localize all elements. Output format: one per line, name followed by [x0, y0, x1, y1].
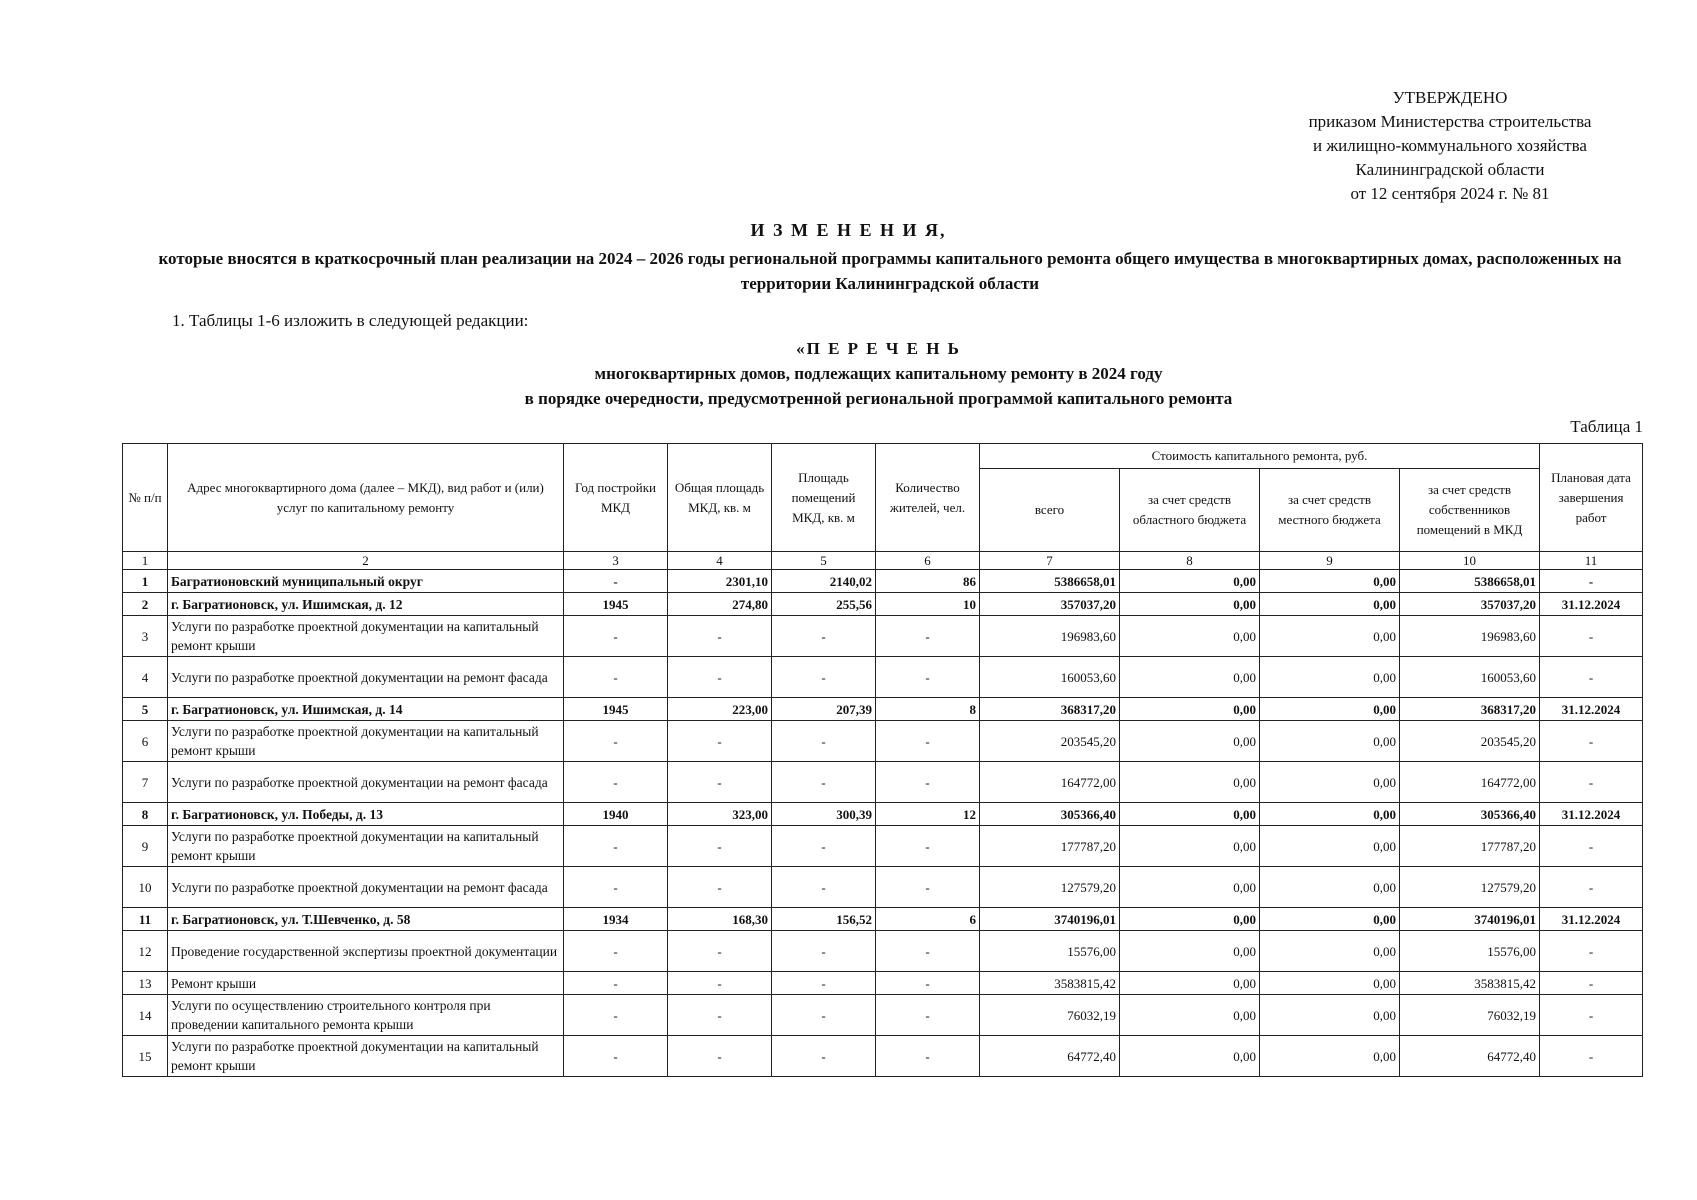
row-cost-regional: 0,00 [1120, 908, 1260, 931]
row-address: Услуги по разработке проектной документации на капитальный ремонт крыши [168, 826, 564, 867]
row-cost-owners: 76032,19 [1400, 995, 1540, 1036]
row-year: 1934 [564, 908, 668, 931]
row-cost-total: 357037,20 [980, 593, 1120, 616]
table-row [123, 762, 1643, 803]
row-premises-area: - [772, 972, 876, 995]
row-cost-local: 0,00 [1260, 721, 1400, 762]
row-address: Ремонт крыши [168, 972, 564, 995]
row-premises-area: - [772, 762, 876, 803]
repair-table [122, 443, 1643, 1077]
row-cost-local: 0,00 [1260, 931, 1400, 972]
row-cost-total: 64772,40 [980, 1036, 1120, 1077]
header-num: № п/п [123, 444, 168, 552]
row-number: 15 [123, 1036, 168, 1077]
row-planned-date: - [1540, 995, 1643, 1036]
header-cost-local: за счет средств местного бюджета [1260, 469, 1400, 552]
row-year: - [564, 762, 668, 803]
row-cost-total: 164772,00 [980, 762, 1120, 803]
row-year: - [564, 657, 668, 698]
row-residents: 6 [876, 908, 980, 931]
row-cost-owners: 3740196,01 [1400, 908, 1540, 931]
row-cost-total: 3740196,01 [980, 908, 1120, 931]
row-residents: 10 [876, 593, 980, 616]
row-cost-local: 0,00 [1260, 908, 1400, 931]
table-row [123, 972, 1643, 995]
row-cost-regional: 0,00 [1120, 867, 1260, 908]
row-cost-owners: 368317,20 [1400, 698, 1540, 721]
row-cost-owners: 357037,20 [1400, 593, 1540, 616]
row-cost-owners: 15576,00 [1400, 931, 1540, 972]
row-premises-area: 2140,02 [772, 570, 876, 593]
table-row [123, 698, 1643, 721]
row-cost-regional: 0,00 [1120, 931, 1260, 972]
row-cost-local: 0,00 [1260, 616, 1400, 657]
row-residents: 86 [876, 570, 980, 593]
row-cost-local: 0,00 [1260, 1036, 1400, 1077]
table-row [123, 1036, 1643, 1077]
row-address: г. Багратионовск, ул. Т.Шевченко, д. 58 [168, 908, 564, 931]
row-address: Багратионовский муниципальный округ [168, 570, 564, 593]
row-cost-local: 0,00 [1260, 972, 1400, 995]
row-residents: - [876, 616, 980, 657]
column-numbers-row [123, 552, 1643, 570]
row-cost-total: 196983,60 [980, 616, 1120, 657]
row-premises-area: - [772, 721, 876, 762]
row-total-area: 323,00 [668, 803, 772, 826]
row-planned-date: - [1540, 616, 1643, 657]
row-number: 13 [123, 972, 168, 995]
approval-line: Калининградской области [1355, 160, 1545, 179]
row-cost-total: 127579,20 [980, 867, 1120, 908]
row-number: 14 [123, 995, 168, 1036]
row-year: - [564, 867, 668, 908]
row-total-area: 274,80 [668, 593, 772, 616]
row-address: Проведение государственной экспертизы проектной документации [168, 931, 564, 972]
approval-line: приказом Министерства строительства [1308, 112, 1592, 131]
row-planned-date: 31.12.2024 [1540, 803, 1643, 826]
row-cost-regional: 0,00 [1120, 657, 1260, 698]
header-year: Год постройки МКД [564, 444, 668, 552]
row-number: 11 [123, 908, 168, 931]
row-address: Услуги по разработке проектной документации на ремонт фасада [168, 657, 564, 698]
row-number: 4 [123, 657, 168, 698]
row-address: г. Багратионовск, ул. Ишимская, д. 12 [168, 593, 564, 616]
header-cost-regional: за счет средств областного бюджета [1120, 469, 1260, 552]
row-total-area: - [668, 1036, 772, 1077]
approval-line: и жилищно-коммунального хозяйства [1313, 136, 1587, 155]
approval-block [1270, 86, 1630, 206]
row-address: г. Багратионовск, ул. Ишимская, д. 14 [168, 698, 564, 721]
approval-heading: УТВЕРЖДЕНО [1392, 88, 1508, 107]
column-number: 8 [1120, 552, 1260, 570]
row-number: 10 [123, 867, 168, 908]
table-row [123, 721, 1643, 762]
row-cost-total: 76032,19 [980, 995, 1120, 1036]
row-premises-area: - [772, 995, 876, 1036]
instruction-text: 1. Таблицы 1-6 изложить в следующей редакции: [172, 311, 529, 330]
header-residents: Количество жителей, чел. [876, 444, 980, 552]
row-planned-date: - [1540, 826, 1643, 867]
row-cost-regional: 0,00 [1120, 698, 1260, 721]
row-premises-area: 156,52 [772, 908, 876, 931]
table-row [123, 657, 1643, 698]
row-address: Услуги по разработке проектной документации на ремонт фасада [168, 762, 564, 803]
row-total-area: 2301,10 [668, 570, 772, 593]
row-residents: - [876, 721, 980, 762]
column-number: 2 [168, 552, 564, 570]
table-row [123, 867, 1643, 908]
row-cost-local: 0,00 [1260, 995, 1400, 1036]
row-cost-total: 3583815,42 [980, 972, 1120, 995]
row-planned-date: - [1540, 972, 1643, 995]
column-number: 10 [1400, 552, 1540, 570]
row-address: Услуги по разработке проектной документации на ремонт фасада [168, 867, 564, 908]
table-row [123, 616, 1643, 657]
table-row [123, 931, 1643, 972]
row-residents: - [876, 995, 980, 1036]
row-cost-local: 0,00 [1260, 593, 1400, 616]
row-planned-date: - [1540, 762, 1643, 803]
row-total-area: - [668, 931, 772, 972]
header-address: Адрес многоквартирного дома (далее – МКД), вид работ и (или) услуг по капитальному ремонту [168, 444, 564, 552]
row-planned-date: 31.12.2024 [1540, 908, 1643, 931]
row-number: 12 [123, 931, 168, 972]
row-cost-local: 0,00 [1260, 867, 1400, 908]
row-cost-owners: 64772,40 [1400, 1036, 1540, 1077]
row-residents: - [876, 931, 980, 972]
changes-subtitle: которые вносятся в краткосрочный план реализации на 2024 – 2026 годы региональной программы капитального ремонта общего имущества в многоквартирных домах, расположенных на территории Калининградской области [158, 249, 1622, 293]
row-number: 9 [123, 826, 168, 867]
column-number: 9 [1260, 552, 1400, 570]
row-cost-total: 368317,20 [980, 698, 1120, 721]
row-cost-regional: 0,00 [1120, 616, 1260, 657]
row-premises-area: - [772, 867, 876, 908]
row-cost-owners: 3583815,42 [1400, 972, 1540, 995]
row-number: 5 [123, 698, 168, 721]
row-number: 8 [123, 803, 168, 826]
row-cost-owners: 305366,40 [1400, 803, 1540, 826]
row-planned-date: 31.12.2024 [1540, 593, 1643, 616]
row-cost-local: 0,00 [1260, 762, 1400, 803]
row-cost-owners: 5386658,01 [1400, 570, 1540, 593]
row-cost-regional: 0,00 [1120, 570, 1260, 593]
row-cost-owners: 160053,60 [1400, 657, 1540, 698]
list-title-block [0, 336, 1697, 411]
row-residents: - [876, 972, 980, 995]
row-premises-area: - [772, 1036, 876, 1077]
row-cost-local: 0,00 [1260, 570, 1400, 593]
row-planned-date: - [1540, 931, 1643, 972]
table-row [123, 995, 1643, 1036]
row-cost-total: 203545,20 [980, 721, 1120, 762]
row-cost-total: 177787,20 [980, 826, 1120, 867]
row-cost-regional: 0,00 [1120, 972, 1260, 995]
row-cost-owners: 203545,20 [1400, 721, 1540, 762]
column-number: 7 [980, 552, 1120, 570]
row-number: 2 [123, 593, 168, 616]
row-cost-regional: 0,00 [1120, 995, 1260, 1036]
column-number: 1 [123, 552, 168, 570]
row-number: 3 [123, 616, 168, 657]
row-cost-local: 0,00 [1260, 657, 1400, 698]
column-number: 3 [564, 552, 668, 570]
row-total-area: 223,00 [668, 698, 772, 721]
row-cost-total: 5386658,01 [980, 570, 1120, 593]
row-cost-regional: 0,00 [1120, 721, 1260, 762]
row-total-area: - [668, 616, 772, 657]
row-premises-area: - [772, 657, 876, 698]
row-year: 1940 [564, 803, 668, 826]
row-number: 6 [123, 721, 168, 762]
row-year: - [564, 1036, 668, 1077]
header-cost-owners: за счет средств собственников помещений в МКД [1400, 469, 1540, 552]
row-premises-area: - [772, 931, 876, 972]
row-cost-local: 0,00 [1260, 826, 1400, 867]
row-address: г. Багратионовск, ул. Победы, д. 13 [168, 803, 564, 826]
row-cost-owners: 127579,20 [1400, 867, 1540, 908]
row-residents: 8 [876, 698, 980, 721]
row-number: 7 [123, 762, 168, 803]
row-planned-date: 31.12.2024 [1540, 698, 1643, 721]
header-total-area: Общая площадь МКД, кв. м [668, 444, 772, 552]
row-year: - [564, 721, 668, 762]
row-total-area: - [668, 762, 772, 803]
row-residents: 12 [876, 803, 980, 826]
column-number: 4 [668, 552, 772, 570]
row-cost-owners: 177787,20 [1400, 826, 1540, 867]
row-year: 1945 [564, 698, 668, 721]
row-planned-date: - [1540, 657, 1643, 698]
row-planned-date: - [1540, 1036, 1643, 1077]
column-number: 11 [1540, 552, 1643, 570]
row-residents: - [876, 1036, 980, 1077]
row-cost-regional: 0,00 [1120, 803, 1260, 826]
header-cost-group: Стоимость капитального ремонта, руб. [980, 444, 1540, 469]
row-total-area: - [668, 721, 772, 762]
row-cost-local: 0,00 [1260, 803, 1400, 826]
list-title-line: в порядке очередности, предусмотренной региональной программой капитального ремонта [524, 389, 1233, 408]
table-row [123, 908, 1643, 931]
row-address: Услуги по осуществлению строительного контроля при проведении капитального ремонта крыши [168, 995, 564, 1036]
row-year: - [564, 616, 668, 657]
header-cost-total: всего [980, 469, 1120, 552]
row-planned-date: - [1540, 867, 1643, 908]
table-label: Таблица 1 [1570, 417, 1643, 436]
row-number: 1 [123, 570, 168, 593]
row-year: - [564, 972, 668, 995]
list-title-line: многоквартирных домов, подлежащих капитальному ремонту в 2024 году [594, 364, 1163, 383]
row-planned-date: - [1540, 721, 1643, 762]
row-premises-area: - [772, 616, 876, 657]
changes-title: И З М Е Н Е Н И Я, [750, 220, 947, 240]
row-residents: - [876, 867, 980, 908]
row-year: - [564, 570, 668, 593]
row-cost-regional: 0,00 [1120, 762, 1260, 803]
row-planned-date: - [1540, 570, 1643, 593]
table-row [123, 803, 1643, 826]
row-residents: - [876, 762, 980, 803]
row-premises-area: 255,56 [772, 593, 876, 616]
row-address: Услуги по разработке проектной документации на капитальный ремонт крыши [168, 721, 564, 762]
row-cost-local: 0,00 [1260, 698, 1400, 721]
row-cost-owners: 164772,00 [1400, 762, 1540, 803]
row-total-area: - [668, 657, 772, 698]
row-total-area: 168,30 [668, 908, 772, 931]
row-total-area: - [668, 867, 772, 908]
table-row [123, 826, 1643, 867]
row-address: Услуги по разработке проектной документации на капитальный ремонт крыши [168, 616, 564, 657]
column-number: 6 [876, 552, 980, 570]
row-year: - [564, 931, 668, 972]
list-title: «П Е Р Е Ч Е Н Ь [796, 339, 961, 358]
row-address: Услуги по разработке проектной документации на капитальный ремонт крыши [168, 1036, 564, 1077]
column-number: 5 [772, 552, 876, 570]
row-cost-total: 160053,60 [980, 657, 1120, 698]
row-cost-owners: 196983,60 [1400, 616, 1540, 657]
row-residents: - [876, 657, 980, 698]
row-cost-total: 305366,40 [980, 803, 1120, 826]
header-planned-date: Плановая дата завершения работ [1540, 444, 1643, 552]
row-premises-area: 300,39 [772, 803, 876, 826]
row-year: 1945 [564, 593, 668, 616]
row-cost-regional: 0,00 [1120, 593, 1260, 616]
row-year: - [564, 826, 668, 867]
table-row [123, 593, 1643, 616]
row-cost-total: 15576,00 [980, 931, 1120, 972]
header-premises-area: Площадь помещений МКД, кв. м [772, 444, 876, 552]
row-year: - [564, 995, 668, 1036]
row-premises-area: 207,39 [772, 698, 876, 721]
row-total-area: - [668, 995, 772, 1036]
row-total-area: - [668, 972, 772, 995]
row-cost-regional: 0,00 [1120, 1036, 1260, 1077]
row-premises-area: - [772, 826, 876, 867]
row-residents: - [876, 826, 980, 867]
row-cost-regional: 0,00 [1120, 826, 1260, 867]
row-total-area: - [668, 826, 772, 867]
table-row [123, 570, 1643, 593]
approval-order-date: от 12 сентября 2024 г. № 81 [1350, 184, 1550, 203]
